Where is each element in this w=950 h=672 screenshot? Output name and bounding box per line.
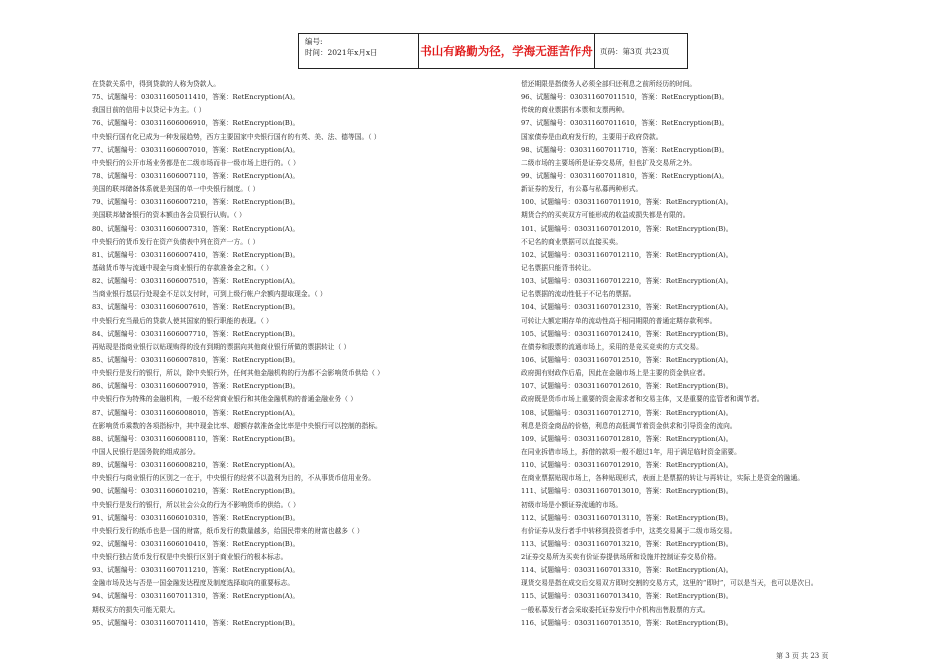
header-motto: 书山有路勤为径，学海无涯苦作舟 [419, 34, 595, 68]
text-line: 101、试题编号：030311607012010，答案：RetEncryption(B)。 [521, 224, 733, 233]
page-footer: 第 3 页 共 23 页 [776, 652, 829, 660]
text-line: 基础货币等与流通中现金与商业银行的存款准备金之和。（ ） [92, 263, 273, 272]
text-line: 110、试题编号：030311607012910，答案：RetEncryption(A)。 [521, 461, 733, 470]
text-line: 中央银行作为特殊的金融机构，一般不经营商业银行和其他金融机构的普通金融业务（ ） [92, 395, 357, 404]
text-line: 中央银行独占货币发行权是中央银行区别于商业银行的根本标志。 [92, 553, 288, 562]
text-line: 87、试题编号：030311606008010，答案：RetEncryption(A)。 [92, 408, 300, 417]
text-line: 再贴现是指商业银行以贴现购得的没有到期的票据向其他商业银行所做的票据转让（ ） [92, 342, 351, 351]
text-line: 中央银行发行的纸币也是一国的财富，纸币发行的数量越多，给国民带来的财富也越多（ ） [92, 526, 364, 535]
text-line: 中央银行是发行的银行，所以社会公众的行为不影响货币的供给。（ ） [92, 500, 300, 509]
text-line: 记名票据的流动性低于不记名的票据。 [521, 290, 636, 299]
text-line: 中央银行与商业银行的区别之一在于，中央银行的经营不以盈利为目的，不从事货币信用业务。 [92, 474, 375, 483]
text-line: 有价证券从发行者手中转移到投资者手中，这类交易属于二级市场交易。 [521, 526, 737, 535]
text-line: 新证券的发行，有公募与私募两种形式。 [521, 185, 643, 194]
text-line: 2证券交易所为买卖有价证券提供场所和设施并控制证券交易价格。 [521, 553, 721, 562]
text-line: 106、试题编号：030311607012510，答案：RetEncryption(A)。 [521, 355, 733, 364]
text-line: 114、试题编号：030311607013310，答案：RetEncryption(A)。 [521, 566, 733, 575]
text-line: 在债券和股票的流通市场上，采用的是竞买竞卖的方式交易。 [521, 342, 703, 351]
text-line: 在贷款关系中，得到贷款的人称为贷款人。 [92, 80, 221, 88]
text-line: 111、试题编号：030311607013010，答案：RetEncryption(B)。 [521, 487, 733, 496]
document-header [298, 33, 688, 69]
text-line: 政府既是货币市场上重要的资金需求者和交易主体，又是重要的监管者和调节者。 [521, 395, 764, 404]
text-line: 88、试题编号：030311606008110，答案：RetEncryption(B)。 [92, 434, 300, 443]
text-line: 记名票据只能背书转让。 [521, 263, 596, 272]
text-line: 83、试题编号：030311606007610，答案：RetEncryption(B)。 [92, 303, 300, 312]
text-line: 利息是资金商品的价格，利息的高低调节着资金供求和引导资金的流向。 [521, 421, 737, 430]
text-line: 86、试题编号：030311606007910，答案：RetEncryption(B)。 [92, 382, 300, 391]
text-line: 105、试题编号：030311607012410，答案：RetEncryption(B)。 [521, 329, 733, 338]
text-line: 97、试题编号：030311607011610，答案：RetEncryption(B)。 [521, 119, 729, 128]
text-line: 在商业票据贴现市场上，各种贴现形式，表面上是票据的转让与再转让，实际上是资金的融通。 [521, 474, 804, 483]
text-line: 102、试题编号：030311607012110，答案：RetEncryption(A)。 [521, 250, 733, 259]
text-line: 不记名的商业票据可以直接买卖。 [521, 237, 623, 246]
text-line: 75、试题编号：030311605011410，答案：RetEncryption(A)。 [92, 93, 300, 102]
text-line: 94、试题编号：030311607011310，答案：RetEncryption(A)。 [92, 592, 300, 601]
right-column [521, 78, 921, 630]
text-line: 104、试题编号：030311607012310，答案：RetEncryption(A)。 [521, 303, 733, 312]
text-line: 103、试题编号：030311607012210，答案：RetEncryption(A)。 [521, 277, 733, 286]
text-line: 传统的商业票据有本票和支票两种。 [521, 106, 629, 115]
text-line: 85、试题编号：030311606007810，答案：RetEncryption(B)。 [92, 355, 300, 364]
text-line: 81、试题编号：030311606007410，答案：RetEncryption(B)。 [92, 250, 300, 259]
number-label: 编号: [305, 37, 323, 46]
text-line: 89、试题编号：030311606008210，答案：RetEncryption(A)。 [92, 461, 300, 470]
text-line: 79、试题编号：030311606007210，答案：RetEncryption(B)。 [92, 198, 300, 207]
text-line: 78、试题编号：030311606007110，答案：RetEncryption(A)。 [92, 171, 300, 180]
text-line: 82、试题编号：030311606007510，答案：RetEncryption(A)。 [92, 277, 300, 286]
header-page-label: 页码：第3页 共23页 [600, 46, 670, 56]
text-line: 期货合约的买卖双方可能形成的收益或损失都是有限的。 [521, 211, 690, 220]
text-line: 当商业银行基层行处现金不足以支付时，可到上级行帐户余额内提取现金。（ ） [92, 290, 327, 299]
text-line: 现货交易是指在成交后交易双方即时交割的交易方式，这里的“即时”，可以是当天，也可以是次日。 [521, 579, 818, 588]
text-line: 我国目前的信用卡以贷记卡为主。（ ） [92, 106, 206, 115]
text-line: 中央银行是发行的银行，所以，除中央银行外，任何其他金融机构的行为都不会影响货币供给（ ） [92, 369, 384, 378]
text-line: 政府拥有财政作后盾，因此在金融市场上是主要的资金供应者。 [521, 369, 710, 378]
text-line: 77、试题编号：030311606007010，答案：RetEncryption(A)。 [92, 145, 300, 154]
left-column [92, 78, 492, 630]
text-line: 115、试题编号：030311607013410，答案：RetEncryption(B)。 [521, 592, 733, 601]
text-line: 93、试题编号：030311607011210，答案：RetEncryption(A)。 [92, 566, 300, 575]
text-line: 美国的联邦储备体系就是美国的单一中央银行制度。（ ） [92, 185, 260, 194]
text-line: 108、试题编号：030311607012710，答案：RetEncryption(A)。 [521, 408, 733, 417]
text-line: 中央银行充当最后的贷款人使其国家的银行职能的表现。（ ） [92, 316, 273, 325]
text-line: 96、试题编号：030311607011510，答案：RetEncryption(B)。 [521, 93, 729, 102]
text-line: 期权买方的损失可能无限大。 [92, 605, 180, 614]
text-line: 中央银行国有化已成为一种发展趋势，西方主要国家中央银行国有的有英、美、法、德等国。（ ） [92, 132, 381, 141]
text-line: 在影响货币乘数的各项指标中，其中现金比率、超额存款准备金比率是中央银行可以控制的指标。 [92, 421, 382, 430]
text-line: 76、试题编号：030311606006910，答案：RetEncryption(B)。 [92, 119, 300, 128]
text-line: 在同业拆借市场上，拆借的款项一般不超过1年，用于满足临时资金需要。 [521, 447, 741, 456]
text-line: 113、试题编号：030311607013210，答案：RetEncryption(B)。 [521, 539, 733, 548]
text-line: 99、试题编号：030311607011810，答案：RetEncryption(A)。 [521, 171, 729, 180]
text-line: 80、试题编号：030311606007310，答案：RetEncryption(A)。 [92, 224, 300, 233]
text-line: 中国人民银行是国务院的组成部分。 [92, 447, 200, 456]
text-line: 国家债券是由政府发行的，主要用于政府贷款。 [521, 132, 663, 141]
text-line: 金融市场及达与否是一国金融发达程度及制度选择取向的重要标志。 [92, 579, 295, 588]
text-line: 91、试题编号：030311606010310，答案：RetEncryption(B)。 [92, 513, 300, 522]
text-line: 92、试题编号：030311606010410，答案：RetEncryption(B)。 [92, 539, 300, 548]
text-line: 中央银行的公开市场业务都是在二级市场而非一级市场上进行的。（ ） [92, 158, 300, 167]
text-line: 98、试题编号：030311607011710，答案：RetEncryption(B)。 [521, 145, 729, 154]
text-line: 中央银行的货币发行在资产负债表中列在资产一方。（ ） [92, 237, 260, 246]
text-line: 偿还期限是指债务人必须全部归还利息之前所经历的时间。 [521, 80, 697, 88]
text-line: 美国联邦储备银行的资本额由各会员银行认购。（ ） [92, 211, 246, 220]
text-line: 112、试题编号：030311607013110，答案：RetEncryption(B)。 [521, 513, 733, 522]
text-line: 95、试题编号：030311607011410，答案：RetEncryption(B)。 [92, 618, 300, 627]
text-line: 116、试题编号：030311607013510，答案：RetEncryption(B)。 [521, 618, 733, 627]
time-label: 时间：2021年x月x日 [305, 48, 378, 57]
header-meta [299, 34, 419, 68]
text-line: 一般私募发行者会采取委托证券发行中介机构出售股票的方式。 [521, 605, 710, 614]
text-line: 初级市场是小额证券流通的市场。 [521, 500, 623, 509]
text-line: 90、试题编号：030311606010210，答案：RetEncryption(B)。 [92, 487, 300, 496]
text-line: 109、试题编号：030311607012810，答案：RetEncryption(A)。 [521, 434, 733, 443]
text-line: 107、试题编号：030311607012610，答案：RetEncryption(B)。 [521, 382, 733, 391]
text-line: 二级市场的主要场所是证券交易所，但也扩及交易所之外。 [521, 158, 697, 167]
text-line: 84、试题编号：030311606007710，答案：RetEncryption(B)。 [92, 329, 300, 338]
text-line: 可转让大额定期存单的流动性高于相同期限的普通定期存款利率。 [521, 316, 717, 325]
text-line: 100、试题编号：030311607011910，答案：RetEncryption(A)。 [521, 198, 733, 207]
